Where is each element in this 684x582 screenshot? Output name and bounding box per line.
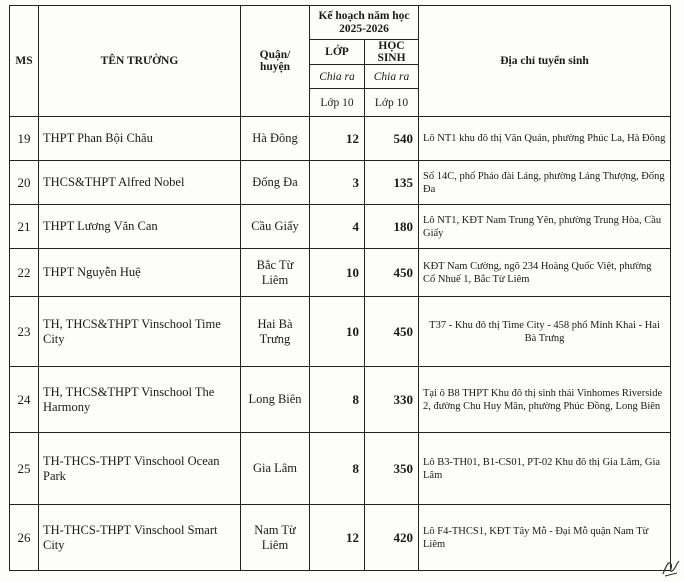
- col-header-school-name: TÊN TRƯỜNG: [39, 6, 241, 117]
- col-header-district: Quận/ huyện: [241, 6, 310, 117]
- row-ms: 25: [10, 433, 39, 505]
- row-school-name: THPT Phan Bội Châu: [39, 117, 241, 161]
- row-ms: 22: [10, 249, 39, 297]
- row-classes: 10: [310, 297, 365, 367]
- row-classes: 12: [310, 117, 365, 161]
- col-header-students: HỌC SINH: [365, 40, 419, 65]
- row-address: Lô NT1, KĐT Nam Trung Yên, phường Trung Hòa, Cầu Giấy: [419, 205, 671, 249]
- table-row: [10, 433, 671, 505]
- row-address: Số 14C, phố Pháo đài Láng, phường Láng Thượng, Đống Đa: [419, 161, 671, 205]
- row-school-name: THCS&THPT Alfred Nobel: [39, 161, 241, 205]
- table-row: [10, 367, 671, 433]
- col-header-plan: [310, 6, 419, 40]
- row-students: 350: [365, 433, 419, 505]
- table-row: [10, 505, 671, 571]
- col-header-classes-grade10: Lớp 10: [310, 89, 365, 117]
- row-address: Tại ô B8 THPT Khu đô thị sinh thái Vinhomes Riverside 2, đường Chu Huy Mân, phường Phúc Đồng, Long Biên: [419, 367, 671, 433]
- table-row: [10, 205, 671, 249]
- row-school-name: THPT Lương Văn Can: [39, 205, 241, 249]
- row-school-name: TH, THCS&THPT Vinschool Time City: [39, 297, 241, 367]
- col-header-ms: MS: [10, 6, 39, 117]
- row-classes: 4: [310, 205, 365, 249]
- table-row: [10, 117, 671, 161]
- table-row: [10, 161, 671, 205]
- row-address: T37 - Khu đô thị Time City - 458 phố Minh Khai - Hai Bà Trưng: [419, 297, 671, 367]
- col-header-classes: LỚP: [310, 40, 365, 65]
- row-school-name: TH-THCS-THPT Vinschool Ocean Park: [39, 433, 241, 505]
- row-district: Hà Đông: [241, 117, 310, 161]
- row-ms: 21: [10, 205, 39, 249]
- row-address: Lô NT1 khu đô thị Văn Quán, phường Phúc La, Hà Đông: [419, 117, 671, 161]
- row-classes: 3: [310, 161, 365, 205]
- row-ms: 23: [10, 297, 39, 367]
- plan-year: 2025-2026: [339, 22, 389, 35]
- row-students: 450: [365, 249, 419, 297]
- row-students: 450: [365, 297, 419, 367]
- row-students: 540: [365, 117, 419, 161]
- row-ms: 26: [10, 505, 39, 571]
- row-district: Hai Bà Trưng: [241, 297, 310, 367]
- table-row: [10, 249, 671, 297]
- row-school-name: TH-THCS-THPT Vinschool Smart City: [39, 505, 241, 571]
- col-header-address: Địa chỉ tuyển sinh: [419, 6, 671, 117]
- row-school-name: THPT Nguyễn Huệ: [39, 249, 241, 297]
- row-classes: 8: [310, 433, 365, 505]
- row-students: 180: [365, 205, 419, 249]
- col-header-students-grade10: Lớp 10: [365, 89, 419, 117]
- row-students: 420: [365, 505, 419, 571]
- row-ms: 19: [10, 117, 39, 161]
- row-district: Long Biên: [241, 367, 310, 433]
- row-classes: 10: [310, 249, 365, 297]
- row-district: Cầu Giấy: [241, 205, 310, 249]
- signature-mark-icon: [660, 556, 682, 578]
- row-students: 135: [365, 161, 419, 205]
- plan-title: Kế hoạch năm học: [318, 9, 410, 22]
- col-header-classes-breakdown: Chia ra: [310, 65, 365, 89]
- col-header-students-breakdown: Chia ra: [365, 65, 419, 89]
- school-enrollment-table: [9, 5, 671, 571]
- row-classes: 8: [310, 367, 365, 433]
- row-students: 330: [365, 367, 419, 433]
- row-classes: 12: [310, 505, 365, 571]
- row-district: Bắc Từ Liêm: [241, 249, 310, 297]
- row-address: KĐT Nam Cường, ngõ 234 Hoàng Quốc Việt, phường Cổ Nhuế 1, Bắc Từ Liêm: [419, 249, 671, 297]
- row-ms: 24: [10, 367, 39, 433]
- row-address: Lô F4-THCS1, KĐT Tây Mỗ - Đại Mỗ quận Nam Từ Liêm: [419, 505, 671, 571]
- table-row: [10, 297, 671, 367]
- row-district: Đống Đa: [241, 161, 310, 205]
- row-school-name: TH, THCS&THPT Vinschool The Harmony: [39, 367, 241, 433]
- row-ms: 20: [10, 161, 39, 205]
- row-district: Gia Lâm: [241, 433, 310, 505]
- row-address: Lô B3-TH01, B1-CS01, PT-02 Khu đô thị Gia Lâm, Gia Lâm: [419, 433, 671, 505]
- row-district: Nam Từ Liêm: [241, 505, 310, 571]
